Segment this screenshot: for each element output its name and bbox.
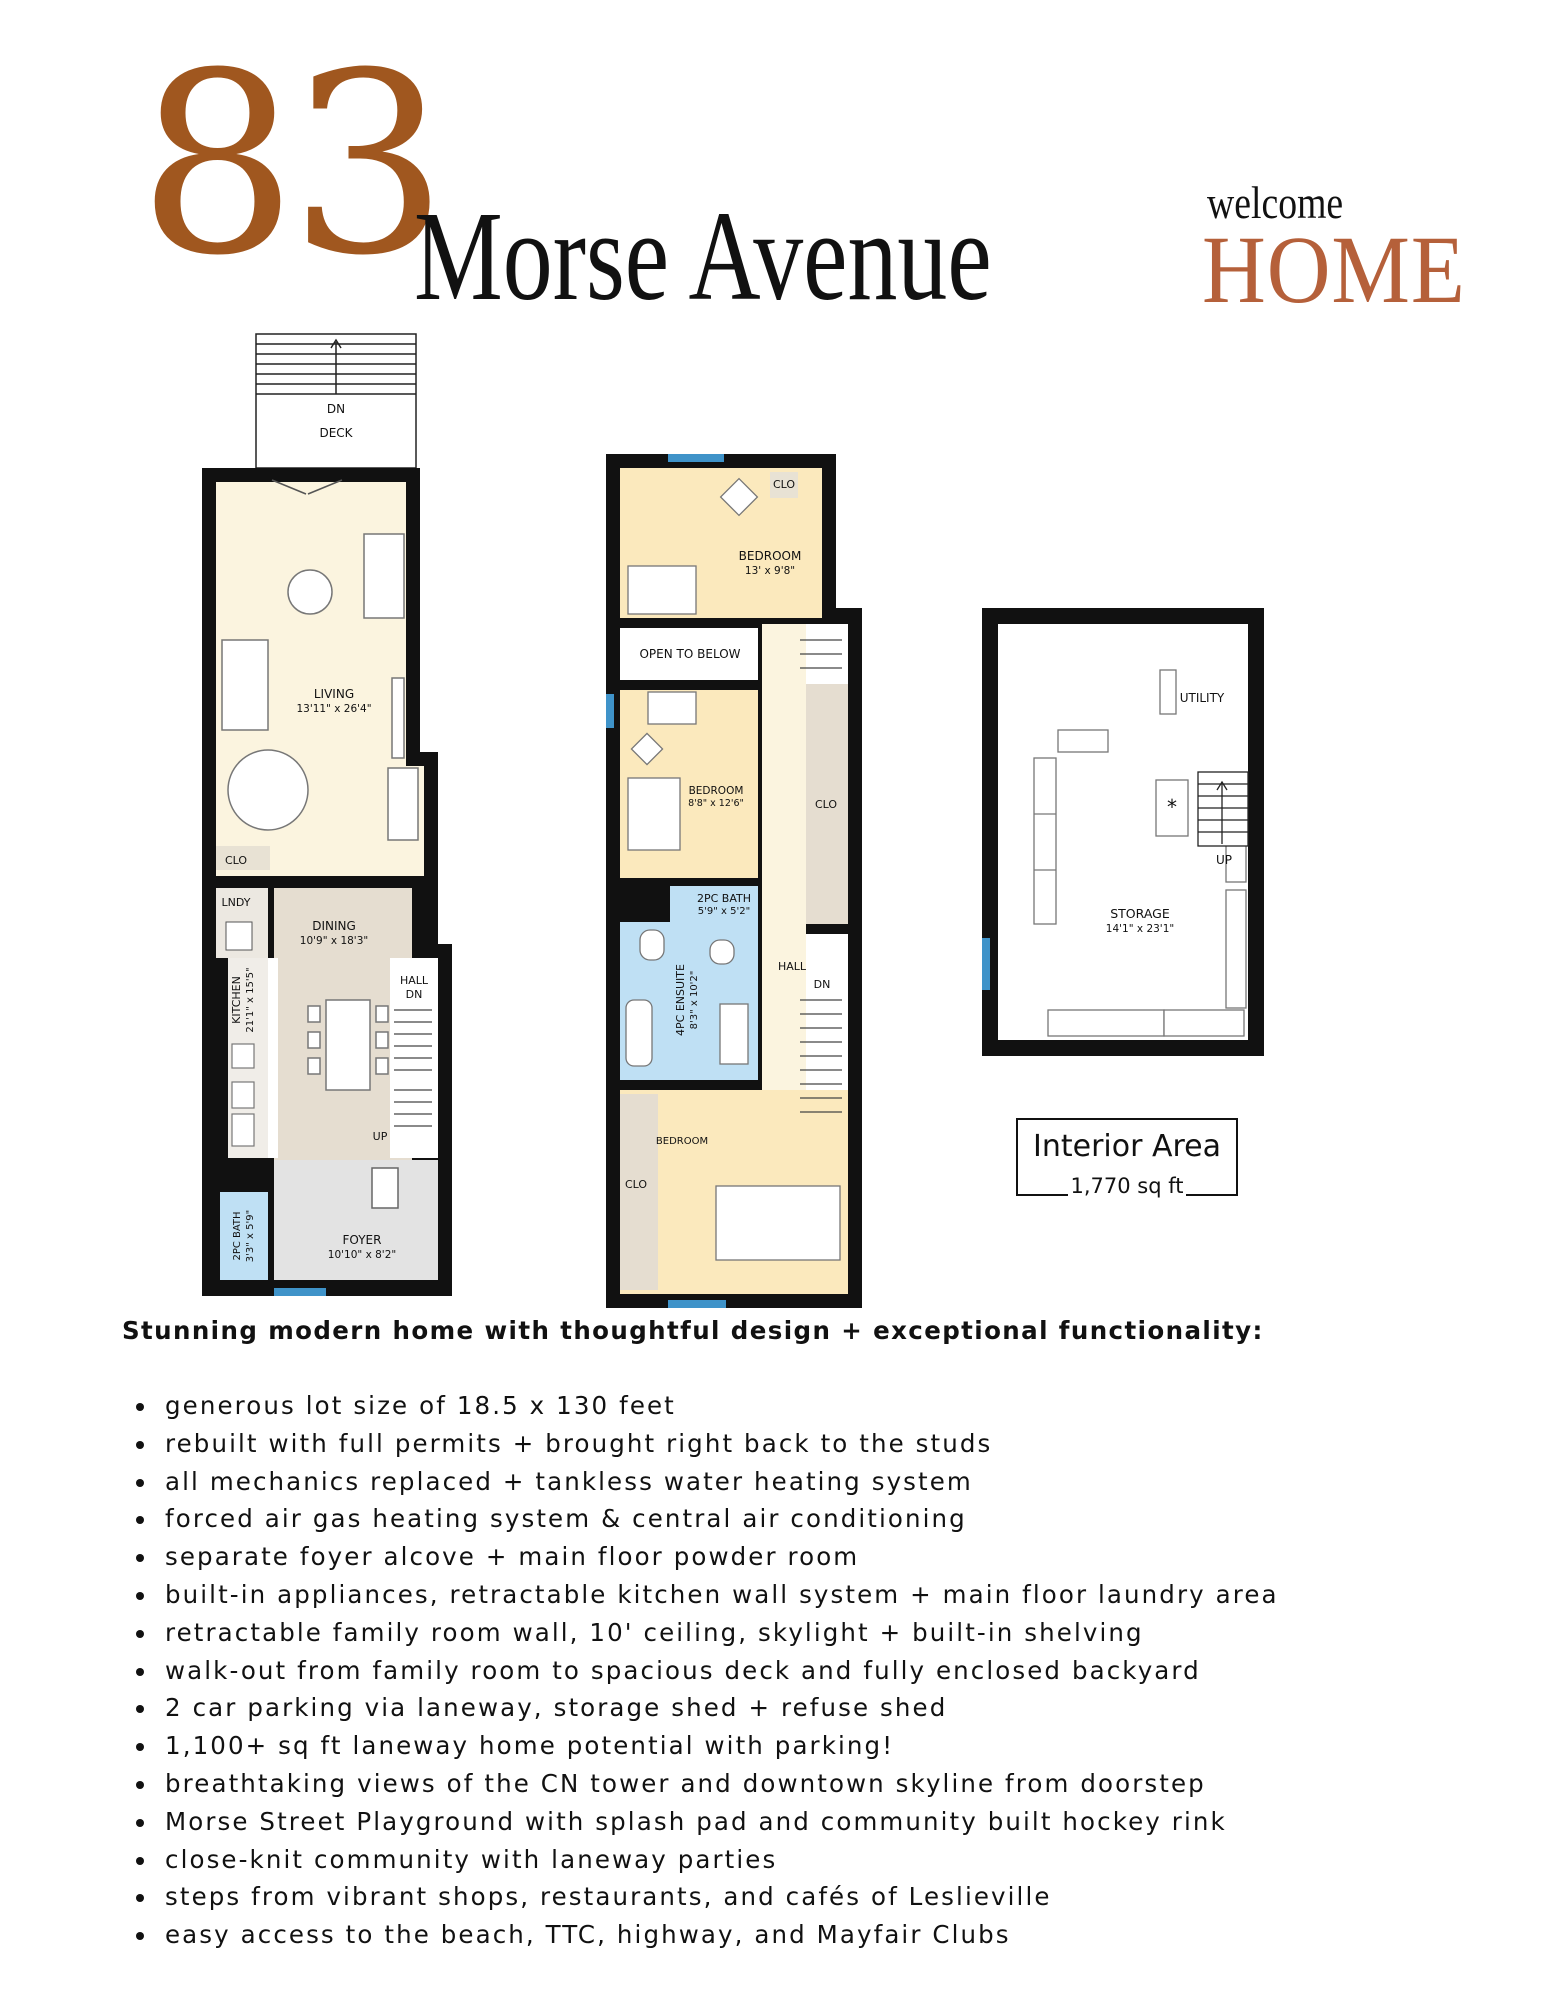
feature-item: rebuilt with full permits + brought right back to the studs	[130, 1425, 1279, 1463]
dining-size: 10'9" x 18'3"	[299, 935, 369, 947]
feature-item: easy access to the beach, TTC, highway, and Mayfair Clubs	[130, 1916, 1279, 1954]
hall-label: HALL	[399, 974, 429, 987]
clo-label: CLO	[224, 854, 248, 867]
utility-label: UTILITY	[1179, 691, 1225, 705]
lower-up-label: UP	[1215, 853, 1233, 867]
storage-label: STORAGE	[1110, 906, 1170, 921]
upper-dn-label: DN	[813, 978, 831, 991]
dining-label: DINING	[312, 919, 356, 933]
hall-dn-label: DN	[405, 988, 423, 1001]
feature-item: retractable family room wall, 10' ceiling, skylight + built-in shelving	[130, 1614, 1279, 1652]
feature-item: all mechanics replaced + tankless water heating system	[130, 1463, 1279, 1501]
feature-item: breathtaking views of the CN tower and downtown skyline from doorstep	[130, 1765, 1279, 1803]
feature-item: separate foyer alcove + main floor powder room	[130, 1538, 1279, 1576]
feature-item: 2 car parking via laneway, storage shed + refuse shed	[130, 1689, 1279, 1727]
lower-stairs	[1198, 772, 1248, 846]
powder-label: 2PC BATH	[232, 1211, 243, 1261]
bedroom1-label: BEDROOM	[738, 549, 802, 563]
bedroom2-size: 8'8" x 12'6"	[688, 798, 744, 809]
kitchen-size: 21'1" x 15'5"	[245, 967, 256, 1033]
feature-item: close-knit community with laneway parties	[130, 1841, 1279, 1879]
street-number: 83	[138, 19, 441, 310]
headline: Stunning modern home with thoughtful design + exceptional functionality:	[122, 1316, 1264, 1345]
interior-area-value: 1,770 sq ft	[1068, 1176, 1186, 1197]
2pc-bath-label: 2PC BATH	[696, 892, 752, 905]
welcome-text: welcome	[1207, 177, 1344, 228]
deck-dn-label: DN	[326, 402, 346, 416]
asterisk-icon: *	[1167, 795, 1177, 819]
interior-area-title: Interior Area	[1032, 1129, 1221, 1164]
upper-hall	[762, 624, 806, 1154]
ensuite-size: 8'3" x 10'2"	[689, 970, 700, 1030]
deck-label: DECK	[319, 426, 353, 440]
powder-room	[220, 1192, 268, 1280]
up-label: UP	[372, 1130, 388, 1143]
2pc-bath-size: 5'9" x 5'2"	[697, 906, 751, 917]
front-window	[274, 1288, 326, 1296]
clo-bottom-label: CLO	[624, 1178, 648, 1191]
storage-size: 14'1" x 23'1"	[1105, 923, 1175, 935]
feature-item: built-in appliances, retractable kitchen wall system + main floor laundry area	[130, 1576, 1279, 1614]
upper-hall-label: HALL	[777, 960, 807, 973]
feature-item: forced air gas heating system & central air conditioning	[130, 1500, 1279, 1538]
living-label: LIVING	[313, 687, 355, 701]
main-floor-plan	[202, 334, 452, 1296]
area-underline-right	[1186, 1194, 1238, 1196]
feature-item: generous lot size of 18.5 x 130 feet	[130, 1387, 1279, 1425]
feature-item: 1,100+ sq ft laneway home potential with parking!	[130, 1727, 1279, 1765]
lndy-label: LNDY	[221, 896, 251, 909]
bedroom2-label: BEDROOM	[688, 785, 744, 797]
street-name: Morse Avenue	[414, 185, 992, 327]
bedroom1-size: 13' x 9'8"	[744, 565, 796, 577]
bedroom3-label: BEDROOM	[655, 1136, 709, 1147]
interior-area-box	[1016, 1118, 1238, 1196]
feature-list	[130, 1387, 1279, 1954]
powder-size: 3'3" x 5'9"	[245, 1209, 256, 1263]
foyer-label: FOYER	[342, 1233, 382, 1247]
side-clo-label: CLO	[814, 798, 838, 811]
feature-item: walk-out from family room to spacious deck and fully enclosed backyard	[130, 1652, 1279, 1690]
second-floor-plan	[606, 454, 862, 1308]
living-size: 13'11" x 26'4"	[296, 703, 372, 715]
open-to-below-label: OPEN TO BELOW	[639, 647, 741, 661]
foyer-size: 10'10" x 8'2"	[327, 1249, 397, 1261]
home-text: HOME	[1202, 216, 1466, 323]
foyer	[274, 1160, 438, 1280]
kitchen-label: KITCHEN	[230, 976, 243, 1024]
feature-item: steps from vibrant shops, restaurants, and cafés of Leslieville	[130, 1878, 1279, 1916]
ensuite-label: 4PC ENSUITE	[674, 964, 687, 1036]
clo-top-label: CLO	[772, 478, 796, 491]
kitchen-appliances	[232, 1044, 254, 1146]
lower-level-plan	[982, 608, 1264, 1056]
feature-item: Morse Street Playground with splash pad and community built hockey rink	[130, 1803, 1279, 1841]
area-underline-left	[1016, 1194, 1068, 1196]
